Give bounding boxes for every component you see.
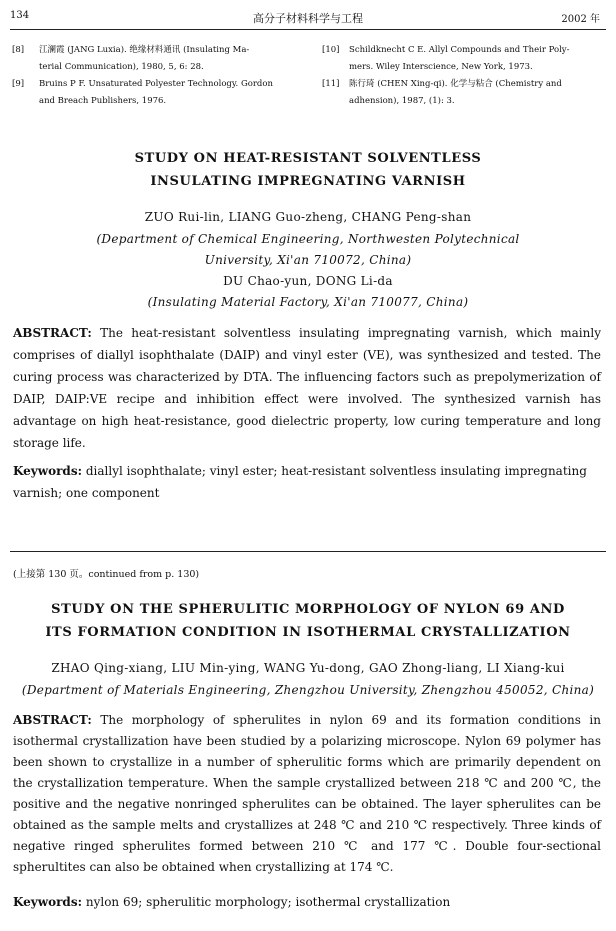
reference-text: 江澜霞 (JANG Luxia). 绝缘材料通讯 (Insulating Ma-: [39, 45, 250, 55]
reference-text: mers. Wiley Interscience, New York, 1973.: [349, 62, 533, 72]
reference-number: [9]: [12, 79, 25, 89]
reference-text: adhension), 1987, (1): 3.: [349, 96, 455, 106]
reference-text: 陈行琦 (CHEN Xing-qi). 化学与粘合 (Chemistry and: [349, 79, 562, 89]
article-title-line: STUDY ON HEAT-RESISTANT SOLVENTLESS: [134, 151, 482, 166]
abstract-label: ABSTRACT:: [13, 326, 92, 340]
abstract-text: The heat-resistant solventless insulating impregnating varnish, which mainly comprises of diallyl isophthalate (DAIP) and vinyl ester (VE), was synthesized and tested. The curing process was characterized by DTA. The influencing factors such as prepolymerization of DAIP, DAIP:VE recipe and inhibition effect were involved. The synthesized varnish has advantage on high heat-resistance, good dielectric property, low curing temperature and long storage life.: [13, 326, 601, 450]
reference-text: Bruins P F. Unsaturated Polyester Technology. Gordon: [39, 79, 273, 89]
year: 2002 年: [561, 14, 600, 25]
article-title-line: INSULATING IMPREGNATING VARNISH: [150, 174, 466, 189]
affiliation: University, Xi'an 710072, China): [204, 253, 412, 267]
article-title-line: STUDY ON THE SPHERULITIC MORPHOLOGY OF NYLON 69 AND: [51, 602, 565, 617]
author-list: ZUO Rui-lin, LIANG Guo-zheng, CHANG Peng-shan: [144, 210, 472, 224]
keywords: [13, 460, 601, 504]
journal-title: 高分子材料科学与工程: [253, 12, 363, 25]
reference-item: [322, 42, 607, 76]
abstract-text: The morphology of spherulites in nylon 69 and its formation conditions in isothermal crystallization have been studied by a polarizing microscope. Nylon 69 polymer has been shown to crystallize in a number of spherulitic forms which are primarily dependent on the crystallization temperature. When the sample crystallized between 218 ℃ and 200 ℃, the positive and the negative nonringed spherulites can be obtained. The layer spherulites can be obtained as the sample melts and crystallizes at 248 ℃ and 210 ℃ respectively. Three kinds of negative ringed spherulites formed between 210 ℃ and 177 ℃. Double four-sectional spherultites can also be obtained when crystallizing at 174 ℃.: [13, 713, 601, 874]
abstract: [13, 322, 601, 454]
reference-item: [322, 76, 607, 110]
header-rule: [10, 29, 606, 30]
author-list: DU Chao-yun, DONG Li-da: [223, 274, 393, 288]
abstract: [13, 710, 601, 878]
abstract-label: ABSTRACT:: [13, 713, 92, 727]
reference-text: and Breach Publishers, 1976.: [39, 96, 167, 106]
article-title-line: ITS FORMATION CONDITION IN ISOTHERMAL CRYSTALLIZATION: [45, 625, 571, 640]
reference-item: [12, 76, 302, 110]
reference-text: Schildknecht C E. Allyl Compounds and Their Poly-: [349, 45, 570, 55]
affiliation: (Department of Materials Engineering, Zhengzhou University, Zhengzhou 450052, China): [21, 683, 595, 697]
reference-number: [8]: [12, 45, 25, 55]
page-number: 134: [10, 10, 30, 21]
reference-number: [10]: [322, 45, 340, 55]
reference-number: [11]: [322, 79, 340, 89]
keywords-text: nylon 69; spherulitic morphology; isothermal crystallization: [85, 895, 451, 909]
continued-note: (上接第 130 页。continued from p. 130): [13, 569, 200, 580]
keywords-label: Keywords:: [13, 464, 83, 478]
reference-item: [12, 42, 302, 76]
section-divider: [10, 551, 606, 552]
keywords-text: diallyl isophthalate; vinyl ester; heat-resistant solventless insulating impregnating varnish; one component: [13, 464, 587, 500]
reference-text: terial Communication), 1980, 5, 6: 28.: [39, 62, 204, 72]
keywords: [13, 891, 601, 913]
affiliation: (Insulating Material Factory, Xi'an 710077, China): [147, 295, 469, 309]
author-list: ZHAO Qing-xiang, LIU Min-ying, WANG Yu-dong, GAO Zhong-liang, LI Xiang-kui: [51, 661, 565, 675]
keywords-label: Keywords:: [13, 895, 83, 909]
affiliation: (Department of Chemical Engineering, Northwesten Polytechnical: [96, 232, 520, 246]
